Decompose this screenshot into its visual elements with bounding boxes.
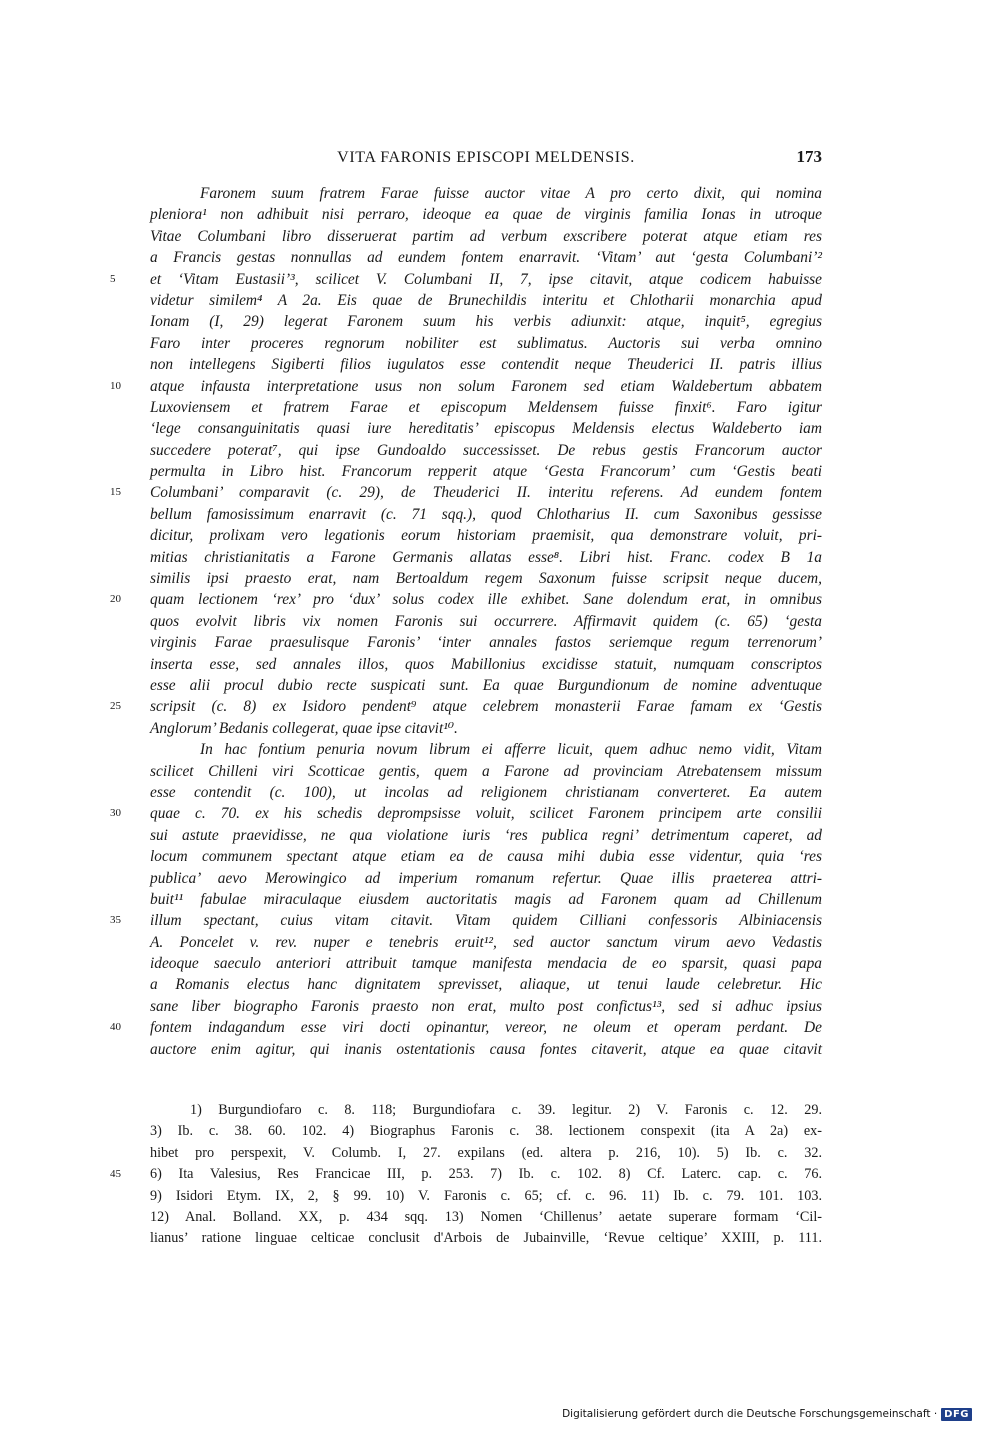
- line-text: Faronem suum fratrem Farae fuisse auctor vitae A pro certo dixit, qui nomina: [200, 185, 822, 202]
- line-text: esse alii procul dubio recte suspicati sunt. Ea quae Burgundionum de nomine adventuque: [150, 676, 822, 694]
- line-number: 10: [110, 379, 121, 392]
- footer-credit: [562, 1405, 972, 1423]
- footnote-text: 6) Ita Valesius, Res Francicae III, p. 253. 7) Ib. c. 102. 8) Cf. Laterc. cap. c. 76.: [150, 1166, 822, 1183]
- line-number: 30: [110, 807, 121, 820]
- line-text: quae c. 70. ex his schedis deprompsisse voluit, scilicet Faronem principem arte consilii: [150, 805, 822, 823]
- footer-text: Digitalisierung gefördert durch die Deutsche Forschungsgemeinschaft ·: [562, 1408, 938, 1420]
- footnote-text: 9) Isidori Etym. IX, 2, § 99. 10) V. Faronis c. 65; cf. c. 96. 11) Ib. c. 79. 101. 103.: [150, 1187, 822, 1204]
- text-line: [150, 311, 822, 332]
- text-line: [150, 718, 822, 739]
- line-text: publica’ aevo Merowingico ad imperium romanum refertur. Quae illis praeterea attri-: [150, 869, 822, 887]
- line-text: inserta esse, sed annales illos, quos Mabillonius excidisse statuit, numquam conscriptos: [150, 655, 822, 673]
- text-line: [150, 974, 822, 995]
- line-text: ‘lege consanguinitatis quasi iure hereditatis’ episcopus Meldensis electus Waldeberto iam: [150, 420, 822, 438]
- text-line: [150, 183, 822, 204]
- line-text: quos evolvit libris vix nomen Faronis sui occurrere. Affirmavit quidem (c. 65) ‘gesta: [150, 612, 822, 630]
- line-text: illum spectant, cuius vitam citavit. Vitam quidem Cilliani confessoris Albiniacensis: [150, 912, 822, 930]
- text-line: [150, 825, 822, 846]
- text-line: [150, 290, 822, 311]
- footnote-text: 1) Burgundiofaro c. 8. 118; Burgundiofara c. 39. legitur. 2) V. Faronis c. 12. 29.: [190, 1102, 822, 1118]
- line-number: 45: [110, 1168, 121, 1181]
- footnote-line: [150, 1121, 822, 1142]
- running-title: VITA FARONIS EPISCOPI MELDENSIS.: [337, 149, 635, 166]
- text-line: [150, 654, 822, 675]
- text-line: [150, 739, 822, 760]
- text-line: [110, 376, 822, 397]
- text-line: [110, 696, 822, 717]
- line-number: 40: [110, 1021, 121, 1034]
- text-line: [150, 675, 822, 696]
- line-text: non intellegens Sigiberti filios iugulatos esse contendit neque Theuderici II. patris illius: [150, 356, 822, 374]
- text-line: [150, 846, 822, 867]
- page-number: 173: [796, 147, 822, 166]
- line-text: locum communem spectant atque etiam ea de causa mihi dubia esse videntur, quia ‘res: [150, 848, 822, 866]
- text-line: [150, 247, 822, 268]
- text-line: [110, 482, 822, 503]
- text-line: [150, 932, 822, 953]
- text-line: [110, 269, 822, 290]
- text-line: [150, 226, 822, 247]
- text-line: [110, 803, 822, 824]
- text-line: [110, 910, 822, 931]
- footnote-line: [150, 1143, 822, 1164]
- line-text: permulta in Libro hist. Francorum repperit atque ‘Gesta Francorum’ cum ‘Gestis beati: [150, 463, 822, 481]
- footnote-text: 12) Anal. Bolland. XX, p. 434 sqq. 13) Nomen ‘Chillenus’ aetate superare formam ‘Cil-: [150, 1208, 822, 1225]
- text-line: [150, 611, 822, 632]
- line-text: mitias christianitatis a Farone Germanis allatas esse⁸. Libri hist. Franc. codex B 1a: [150, 548, 822, 566]
- text-line: [150, 397, 822, 418]
- text-line: [150, 782, 822, 803]
- footnote-line: [110, 1164, 822, 1185]
- line-text: Vitae Columbani libro disseruerat partim ad verbum exscribere poterat atque etiam res: [150, 227, 822, 245]
- line-text: auctore enim agitur, qui inanis ostentationis causa fontes citaverit, atque ea quae citavit: [150, 1040, 822, 1058]
- line-text: scripsit (c. 8) ex Isidoro pendent⁹ atque celebrem monasterii Farae famam ex ‘Gestis: [150, 698, 822, 716]
- line-text: quam lectionem ‘rex’ pro ‘dux’ solus codex ille exhibet. Sane dolendum erat, in omnibus: [150, 591, 822, 609]
- line-number: 35: [110, 914, 121, 927]
- line-text: dicitur, prolixam vero legationis eorum historiam praemisit, qua demonstrare voluit, pri-: [150, 527, 822, 545]
- line-text: similis ipsi praesto erat, nam Bertoaldum regem Saxonum fuisse scripsit neque ducem,: [150, 570, 822, 588]
- main-text: [110, 183, 822, 1060]
- text-line: [150, 868, 822, 889]
- footnote-line: [150, 1186, 822, 1207]
- line-text: In hac fontium penuria novum librum ei afferre licuit, quem adhuc nemo vidit, Vitam: [200, 741, 822, 759]
- line-number: 20: [110, 593, 121, 606]
- footnote-line: [150, 1228, 822, 1249]
- dfg-logo: DFG: [941, 1408, 972, 1421]
- page-header: [150, 146, 822, 172]
- text-line: [150, 525, 822, 546]
- line-text: Columbani’ comparavit (c. 29), de Theuderici II. interitu referens. Ad eundem fontem: [150, 484, 822, 502]
- footnotes: [110, 1100, 822, 1250]
- line-text: A. Poncelet v. rev. nuper e tenebris eruit¹², sed auctor sanctum virum aevo Vedastis: [150, 933, 822, 951]
- line-text: atque infausta interpretatione usus non solum Faronem sed etiam Waldebertum abbatem: [150, 377, 822, 395]
- line-text: Faro inter proceres regnorum nobiliter est sublimatus. Auctoris sui verba omnino: [150, 334, 822, 352]
- line-text: bellum famosissimum enarravit (c. 71 sqq.), quod Chlotharius II. cum Saxonibus gessisse: [150, 505, 822, 523]
- text-line: [110, 589, 822, 610]
- text-line: [150, 333, 822, 354]
- line-text: a Francis gestas nonnullas ad eundem fontem enarravit. ‘Vitam’ aut ‘gesta Columbani’²: [150, 249, 822, 267]
- text-line: [150, 354, 822, 375]
- text-line: [150, 418, 822, 439]
- line-text: buit¹¹ fabulae miraculaque eiusdem auctoritatis magis ad Faronem quam ad Chillenum: [150, 890, 822, 908]
- line-text: pleniora¹ non adhibuit nisi perraro, ideoque ea quae de virginis familia Ionas in utroque: [150, 206, 822, 224]
- text-line: [150, 953, 822, 974]
- line-text: videtur similem⁴ A 2a. Eis quae de Brunechildis interitu et Chlotharii monarchia apud: [150, 291, 822, 309]
- line-text: Ionam (I, 29) legerat Faronem suum his verbis adiunxit: atque, inquit⁵, egregius: [150, 313, 822, 331]
- text-line: [150, 889, 822, 910]
- text-line: [150, 1039, 822, 1060]
- line-text: a Romanis electus hanc dignitatem sprevisset, aliaque, ut tenui laude celebretur. Hic: [150, 976, 822, 994]
- text-line: [150, 204, 822, 225]
- text-line: [150, 632, 822, 653]
- text-line: [150, 504, 822, 525]
- text-line: [150, 547, 822, 568]
- line-text: fontem indagandum esse viri docti opinantur, vereor, ne oleum et operam perdant. De: [150, 1019, 822, 1037]
- line-number: 25: [110, 700, 121, 713]
- line-text: Anglorum’ Bedanis collegerat, quae ipse citavit¹⁰.: [150, 719, 458, 737]
- footnote-text: lianus’ ratione linguae celticae conclusit d'Arbois de Jubainville, ‘Revue celtique’ XXIII, p. 111.: [150, 1230, 822, 1247]
- line-text: Luxoviensem et fratrem Farae et episcopum Meldensem fuisse finxit⁶. Faro igitur: [150, 398, 822, 416]
- text-line: [110, 1017, 822, 1038]
- text-line: [150, 761, 822, 782]
- line-number: 15: [110, 486, 121, 499]
- footnote-line: [150, 1207, 822, 1228]
- line-text: scilicet Chilleni viri Scotticae gentis, quem a Farone ad provinciam Atrebatensem missum: [150, 762, 822, 780]
- footnote-line: [150, 1100, 822, 1121]
- text-line: [150, 568, 822, 589]
- text-line: [150, 440, 822, 461]
- line-text: esse contendit (c. 100), ut incolas ad religionem christianam converteret. Ea autem: [150, 783, 822, 801]
- text-line: [150, 996, 822, 1017]
- line-text: et ‘Vitam Eustasii’³, scilicet V. Columbani II, 7, ipse citavit, atque codicem habuisse: [150, 270, 822, 288]
- line-number: 5: [110, 272, 116, 285]
- line-text: virginis Farae praesulisque Faronis’ ‘inter annales fastos seriemque regum terrenorum’: [150, 634, 822, 652]
- text-line: [150, 461, 822, 482]
- line-text: sui astute praevidisse, ne qua violatione iuris ‘res publica regni’ detrimentum caperet, ad: [150, 826, 822, 844]
- footnote-text: hibet pro perspexit, V. Columb. I, 27. expilans (ed. altera p. 216, 10). 5) Ib. c. 32.: [150, 1144, 822, 1161]
- line-text: sane liber biographo Faronis praesto non erat, multo post confictus¹³, sed si adhuc ipsius: [150, 997, 822, 1015]
- line-text: ideoque saeculo anteriori attribuit tamque manifesta mendacia de eo sparsit, quasi papa: [150, 955, 822, 973]
- footnote-text: 3) Ib. c. 38. 60. 102. 4) Biographus Faronis c. 38. lectionem conspexit (ita A 2a) ex-: [150, 1123, 822, 1140]
- line-text: succedere poterat⁷, qui ipse Gundoaldo successisset. De rebus gestis Francorum auctor: [150, 441, 822, 459]
